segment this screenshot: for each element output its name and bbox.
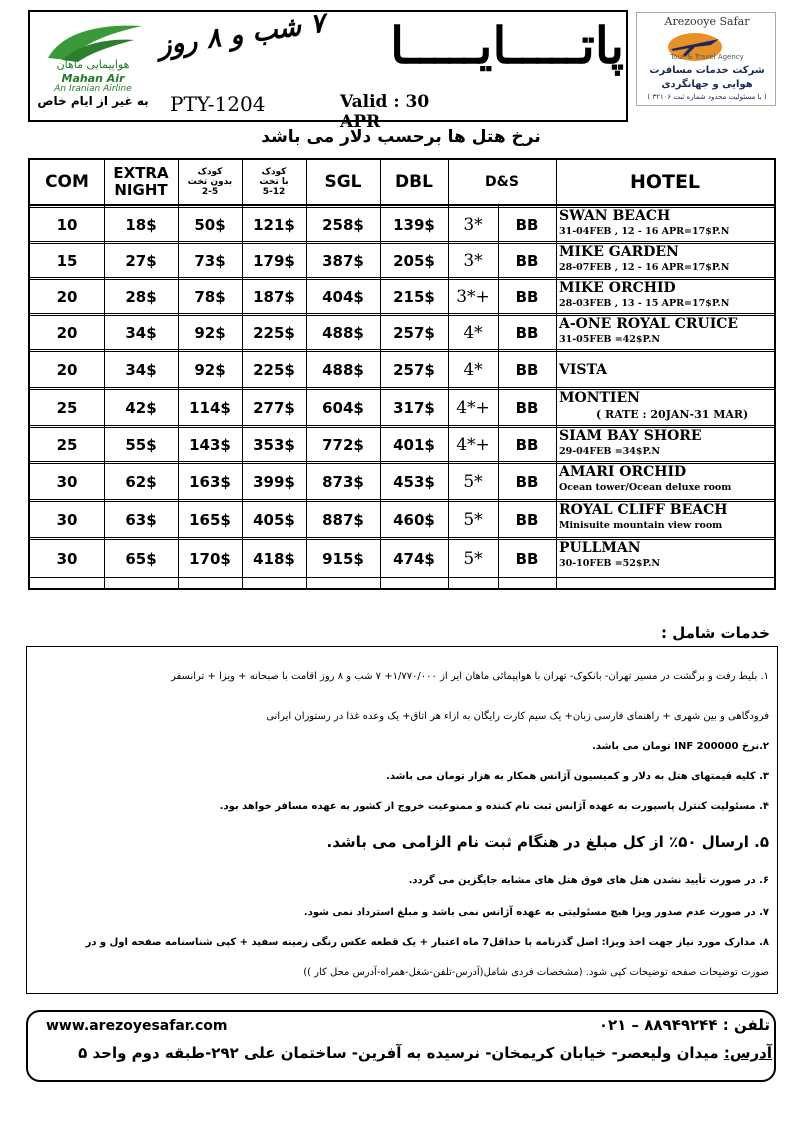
row-top-border (30, 427, 774, 428)
cell-extra: 27$ (125, 252, 157, 270)
address (30, 1044, 772, 1062)
cell-stars: 5* (463, 510, 483, 530)
cell-com: 10 (56, 216, 78, 234)
row-bottom-border (30, 349, 774, 350)
cell-hotel (556, 208, 774, 242)
row-top-border (30, 315, 774, 316)
cell-c512: 225$ (253, 361, 295, 379)
child-bed-word: کودک (261, 167, 287, 177)
cell-dbl: 453$ (393, 473, 435, 491)
table-row (30, 280, 774, 314)
cell-sgl: 488$ (322, 361, 364, 379)
cell-dbl: 215$ (393, 288, 435, 306)
row-top-border (30, 243, 774, 244)
agency-tagline: Tour & Travel Agency (670, 53, 744, 61)
cell-dbl: 205$ (393, 252, 435, 270)
row-top-border (30, 351, 774, 352)
cell-dbl: 257$ (393, 361, 435, 379)
address-text: میدان ولیعصر- خیابان کریمخان- نرسیده به آفرین- ساختمان علی ۲۹۲-طبقه دوم واحد ۵ (78, 1044, 724, 1062)
table-row (30, 352, 774, 388)
cell-board: BB (515, 511, 539, 529)
cell-extra: 55$ (125, 436, 157, 454)
hotel-note: 28-07FEB , 12 - 16 APR=17$P.N (559, 262, 730, 273)
cell-board: BB (515, 216, 539, 234)
cell-extra: 42$ (125, 399, 157, 417)
cell-stars: 3*+ (456, 287, 490, 307)
cell-c512: 277$ (253, 399, 295, 417)
agency-english-name: Arezooye Safar (664, 15, 750, 28)
hotel-name: MIKE ORCHID (559, 280, 676, 296)
cell-hotel (556, 428, 774, 462)
cell-com: 30 (56, 473, 78, 491)
hotel-note: 31-05FEB =42$P.N (559, 334, 661, 345)
agency-line2: هوایی و جهانگردی (661, 79, 753, 90)
cell-hotel (556, 540, 774, 578)
column-divider (104, 160, 105, 588)
cell-hotel (556, 280, 774, 314)
service-item-3: ۳. کلیه قیمتهای هتل به دلار و کمیسیون آژانس همکار به هزار تومان می باشد. (386, 771, 769, 782)
child-bed-age: 5-12 (262, 187, 286, 197)
rate-currency-note: نرخ هتل ها برحسب دلار می باشد (261, 127, 541, 147)
cell-c25: 163$ (189, 473, 231, 491)
row-top-border (30, 539, 774, 540)
cell-stars: 5* (463, 472, 483, 492)
child-bed-label: با تخت (259, 177, 289, 187)
hotel-name: VISTA (559, 362, 608, 378)
cell-dbl: 139$ (393, 216, 435, 234)
hotel-name: A-ONE ROYAL CRUICE (559, 316, 739, 332)
column-divider (242, 160, 243, 588)
service-item-7: ۷. در صورت عدم صدور ویزا هیچ مسئولیتی به عهده آژانس نمی باشد و مبلغ استرداد نمی شود. (303, 907, 769, 918)
cell-stars: 5* (463, 549, 483, 569)
hotel-name: MIKE GARDEN (559, 244, 679, 260)
cell-board: BB (515, 288, 539, 306)
cell-extra: 28$ (125, 288, 157, 306)
hotel-name: SWAN BEACH (559, 208, 671, 224)
phone-number: تلفن : ۸۸۹۴۹۲۴۴ – ۰۲۱ (598, 1016, 770, 1034)
hotel-name: SIAM BAY SHORE (559, 428, 702, 444)
except-holidays-note: به غیر از ایام خاص (37, 94, 149, 108)
col-header-ds: D&S (485, 174, 519, 190)
service-item-2: ۲.نرخ 200000 INF تومان می باشد. (592, 741, 769, 752)
cell-c25: 78$ (194, 288, 226, 306)
column-divider (380, 160, 381, 588)
cell-c25: 143$ (189, 436, 231, 454)
table-row (30, 316, 774, 350)
service-item-1: ۱. بلیط رفت و برگشت در مسیر تهران- بانکوک- تهران با هواپیمائی ماهان ایر از ۱/۷۷۰/۰۰۰+ ۷ شب و ۸ روز اقامت با صبحانه + ویزا + ترانسفر (170, 671, 769, 682)
column-divider (178, 160, 179, 588)
hotel-note: Minisuite mountain view room (559, 520, 723, 531)
cell-c25: 92$ (194, 361, 226, 379)
row-top-border (30, 501, 774, 502)
cell-com: 20 (56, 361, 78, 379)
cell-c25: 114$ (189, 399, 231, 417)
cell-c512: 225$ (253, 324, 295, 342)
hotel-name: AMARI ORCHID (559, 464, 687, 480)
cell-extra: 63$ (125, 511, 157, 529)
cell-sgl: 488$ (322, 324, 364, 342)
cell-com: 25 (56, 399, 78, 417)
service-item-4: ۴. مسئولیت کنترل پاسپورت به عهده آژانس ثبت نام کننده و ممنوعیت خروج از کشور به عهده مسافر خواهد بود. (219, 801, 769, 812)
cell-extra: 34$ (125, 361, 157, 379)
hotel-name: ROYAL CLIFF BEACH (559, 502, 728, 518)
cell-dbl: 401$ (393, 436, 435, 454)
cell-sgl: 873$ (322, 473, 364, 491)
cell-c512: 353$ (253, 436, 295, 454)
agency-line3: ( با مسئولیت محدود شماره ثبت ۳۲۱۰۶ ) (647, 93, 767, 101)
cell-com: 15 (56, 252, 78, 270)
website-link[interactable]: www.arezoyesafar.com (46, 1018, 228, 1034)
cell-com: 30 (56, 511, 78, 529)
cell-hotel (556, 244, 774, 278)
row-bottom-border (30, 387, 774, 388)
col-header-hotel: HOTEL (629, 171, 701, 193)
mahan-persian-name: هواپیمایی ماهان (56, 58, 130, 71)
col-header-child-bed (242, 160, 306, 204)
cell-com: 20 (56, 324, 78, 342)
hotel-note: Ocean tower/Ocean deluxe room (559, 482, 732, 493)
cell-c512: 179$ (253, 252, 295, 270)
cell-c25: 170$ (189, 550, 231, 568)
col-header-dbl: DBL (395, 172, 433, 192)
cell-stars: 4* (463, 323, 483, 343)
cell-board: BB (515, 436, 539, 454)
row-top-border (30, 389, 774, 390)
cell-hotel (556, 502, 774, 538)
table-row (30, 502, 774, 538)
cell-hotel (556, 316, 774, 350)
col-header-extra-night: EXTRA NIGHT (113, 164, 169, 199)
mahan-air-logo (34, 20, 152, 100)
row-bottom-border (30, 241, 774, 242)
cell-board: BB (515, 252, 539, 270)
col-header-com: COM (45, 172, 89, 192)
row-bottom-border (30, 313, 774, 314)
child-nobed-age: 2-5 (201, 187, 219, 197)
cell-hotel (556, 464, 774, 500)
child-nobed-word: کودک (197, 167, 223, 177)
table-row (30, 428, 774, 462)
cell-sgl: 258$ (322, 216, 364, 234)
cell-sgl: 887$ (322, 511, 364, 529)
service-item-8: ۸. مدارک مورد نیاز جهت اخذ ویزا: اصل گذرنامه با حداقل7 ماه اعتبار + یک قطعه عکس رنگی زمینه سفید + کپی شناسنامه صفحه اول و در (85, 937, 769, 948)
column-divider (448, 160, 449, 588)
cell-c25: 50$ (194, 216, 226, 234)
cell-extra: 62$ (125, 473, 157, 491)
mahan-english-name: Mahan Air (61, 72, 125, 85)
services-heading: خدمات شامل : (661, 624, 770, 642)
row-bottom-border (30, 577, 774, 578)
destination-title: پاتـــــایـــــا (390, 16, 624, 75)
cell-c25: 73$ (194, 252, 226, 270)
row-bottom-border (30, 499, 774, 500)
service-item-8-cont: صورت توضیحات صفحه توضیحات کپی شود. (مشخصات فردی شامل(آدرس-تلفن-شغل-همراه-آدرس محل کار )) (303, 967, 769, 978)
hotel-note: 30-10FEB =52$P.N (559, 558, 661, 569)
col-header-sgl: SGL (324, 172, 362, 192)
column-divider (556, 160, 557, 588)
services-box (26, 646, 778, 994)
cell-dbl: 317$ (393, 399, 435, 417)
cell-stars: 3* (463, 215, 483, 235)
cell-com: 20 (56, 288, 78, 306)
cell-c25: 92$ (194, 324, 226, 342)
cell-stars: 4*+ (456, 435, 490, 455)
row-bottom-border (30, 537, 774, 538)
hotel-note: 31-04FEB , 12 - 16 APR=17$P.N (559, 226, 730, 237)
cell-c512: 187$ (253, 288, 295, 306)
cell-board: BB (515, 361, 539, 379)
cell-com: 25 (56, 436, 78, 454)
table-row (30, 540, 774, 578)
hotel-note: ( RATE : 20JAN-31 MAR) (596, 408, 749, 421)
child-nobed-label: بدون تخت (187, 177, 233, 187)
cell-dbl: 257$ (393, 324, 435, 342)
cell-sgl: 387$ (322, 252, 364, 270)
cell-extra: 34$ (125, 324, 157, 342)
cell-hotel (556, 390, 774, 426)
cell-board: BB (515, 399, 539, 417)
column-divider (306, 160, 307, 588)
hotel-price-table (28, 158, 776, 590)
cell-stars: 4* (463, 360, 483, 380)
cell-board: BB (515, 473, 539, 491)
cell-extra: 18$ (125, 216, 157, 234)
cell-extra: 65$ (125, 550, 157, 568)
cell-sgl: 772$ (322, 436, 364, 454)
cell-com: 30 (56, 550, 78, 568)
cell-c512: 418$ (253, 550, 295, 568)
service-item-6: ۶. در صورت تأیید نشدن هتل های فوق هتل های مشابه جایگزین می گردد. (408, 875, 769, 886)
column-divider (498, 204, 499, 588)
service-item-1-cont: فرودگاهی و بین شهری + راهنمای فارسی زبان+ یک سیم کارت رایگان به ازاء هر اتاق+ یک وعده غذا در رستوران ایرانی (266, 711, 769, 722)
header-divider (30, 204, 774, 206)
cell-sgl: 604$ (322, 399, 364, 417)
agency-logo (636, 12, 776, 106)
row-top-border (30, 279, 774, 280)
hotel-note: 28-03FEB , 13 - 15 APR=17$P.N (559, 298, 730, 309)
tour-code: PTY-1204 (170, 92, 266, 116)
table-row (30, 208, 774, 242)
cell-dbl: 460$ (393, 511, 435, 529)
cell-stars: 4*+ (456, 398, 490, 418)
row-bottom-border (30, 425, 774, 426)
cell-board: BB (515, 550, 539, 568)
valid-date: Valid : 30 APR (340, 92, 430, 132)
row-top-border (30, 463, 774, 464)
cell-c25: 165$ (189, 511, 231, 529)
cell-stars: 3* (463, 251, 483, 271)
cell-c512: 121$ (253, 216, 295, 234)
cell-hotel (556, 352, 774, 388)
col-header-child-nobed (178, 160, 242, 204)
duration-title: ۷ شب و ۸ روز (156, 7, 327, 62)
table-row (30, 390, 774, 426)
cell-sgl: 915$ (322, 550, 364, 568)
service-item-5: ۵. ارسال ۵۰٪ از کل مبلغ در هنگام ثبت نام الزامی می باشد. (326, 833, 769, 851)
row-bottom-border (30, 461, 774, 462)
agency-line1: شرکت خدمات مسافرت (649, 65, 765, 76)
mahan-subtitle: An Iranian Airline (54, 84, 132, 94)
table-row (30, 464, 774, 500)
cell-c512: 399$ (253, 473, 295, 491)
hotel-name: PULLMAN (559, 540, 641, 556)
row-top-border (30, 207, 774, 208)
cell-c512: 405$ (253, 511, 295, 529)
table-row (30, 244, 774, 278)
cell-board: BB (515, 324, 539, 342)
address-label: آدرس: (723, 1044, 772, 1062)
row-bottom-border (30, 277, 774, 278)
hotel-note: 29-04FEB =34$P.N (559, 446, 661, 457)
cell-dbl: 474$ (393, 550, 435, 568)
cell-sgl: 404$ (322, 288, 364, 306)
hotel-name: MONTIEN (559, 390, 640, 406)
